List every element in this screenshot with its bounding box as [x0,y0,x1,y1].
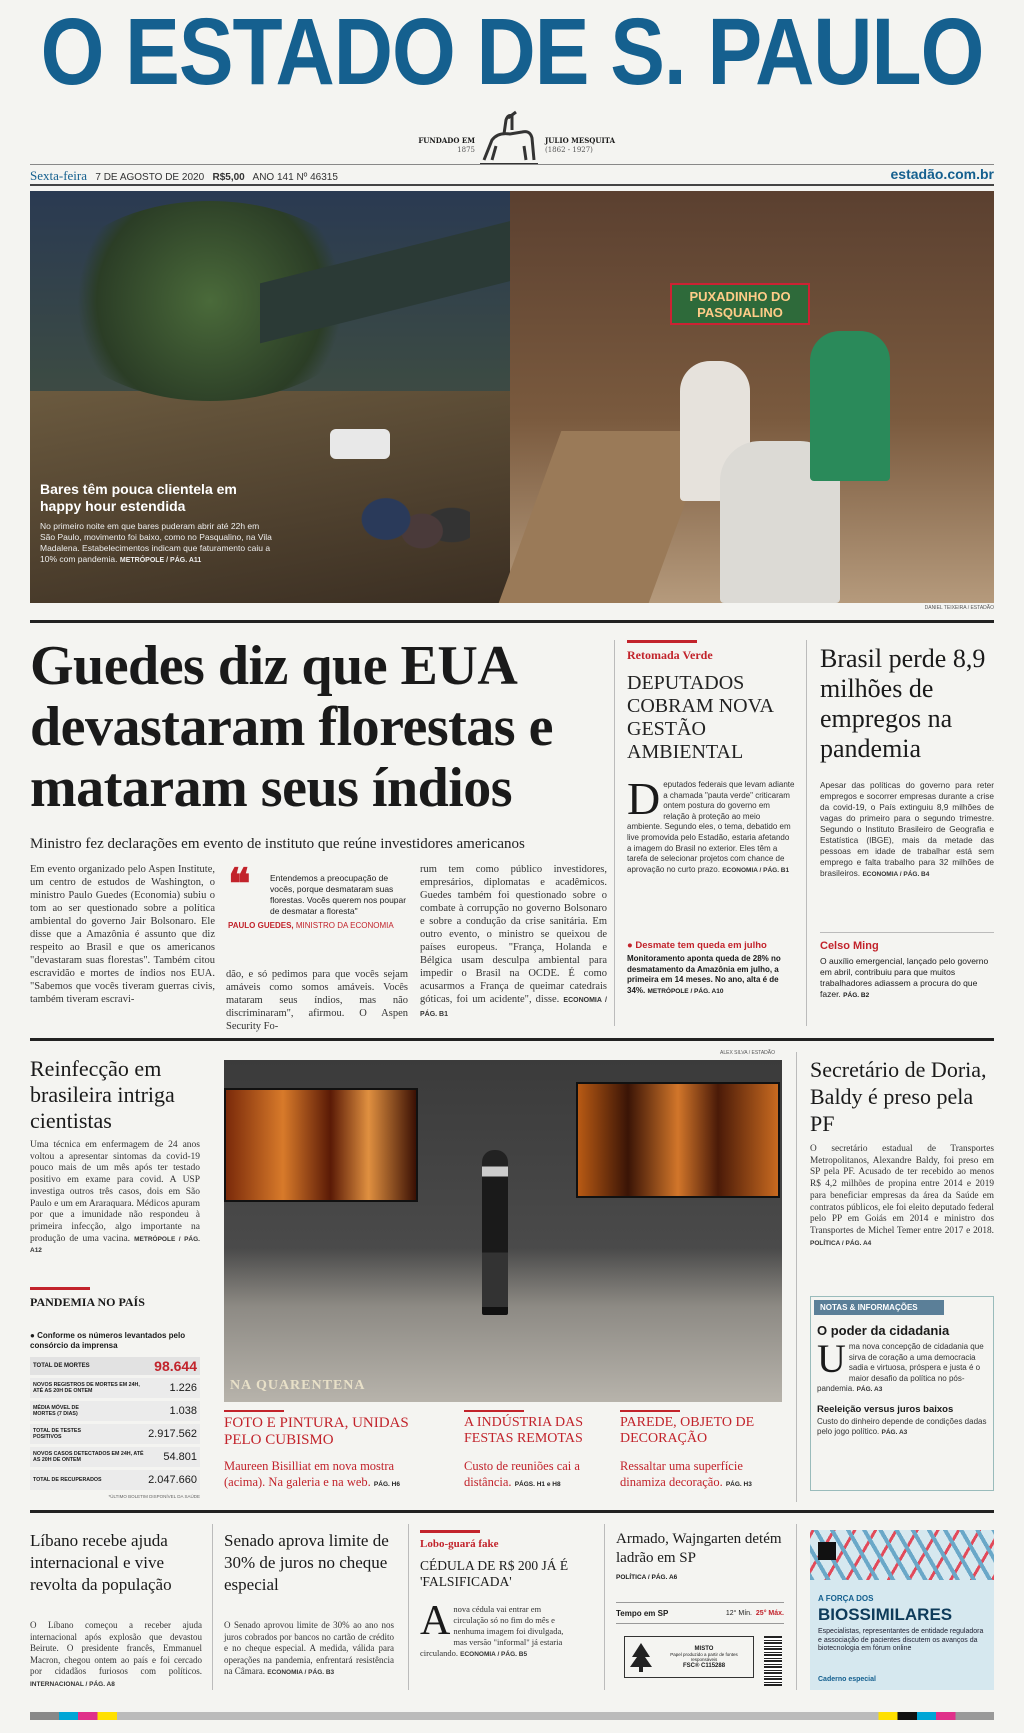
feature-body-2-text: Custo de reuniões cai a distância. [464,1459,580,1489]
verde-ref[interactable]: ECONOMIA / PÁG. B1 [722,866,790,874]
reinfeccao-headline: Reinfecção em brasileira intriga cientistas [30,1056,175,1133]
empregos-ref[interactable]: ECONOMIA / PÁG. B4 [862,871,930,878]
desmate-box [627,940,797,997]
exhibit-photo [224,1060,782,1402]
reinfeccao-body-text: Uma técnica em enfermagem de 24 anos voltou a apresentar sintomas da covid-19 pouco mais de um mês após ter testado positivo em exame para covid. A USP investiga outros três casos, dois em São Paulo e um em Araraquara. Médicos apuram por que a imunidade não respondeu à primeira infecção, algo importante na produção de uma vacina. [30,1140,200,1244]
desmate-title: ● Desmate tem queda em julho [627,940,767,951]
feature-body-3-text: Ressaltar uma superfície dinamiza decoração. [620,1459,743,1489]
lead-col-3 [420,863,607,1021]
empregos-body-text: Apesar das políticas do governo para reter empregos e socorrer empresas durante a crise da covid-19, o País extinguiu 8,9 milhões de vagas do primeiro para o segundo trimestre. Segundo o Instituto Brasileiro de Geografia e Estatística (IBGE), mais da metade das pessoas em idade de trabalhar está sem emprego e falta trabalho para 32 milhões de brasileiros. [820,780,994,878]
pandemia-note: ● Conforme os números levantados pelo consórcio da imprensa [30,1331,186,1350]
weather-min: 12° Mín. [725,1609,753,1617]
baldy-ref[interactable]: POLÍTICA / PÁG. A4 [810,1239,872,1247]
hero-car [330,429,390,459]
quote-text: Entendemos a preocupação de vocês, porque desmataram suas florestas. Vocês querem nos poupar de desmatar a floresta" [270,873,407,916]
wajngarten-ref[interactable]: POLÍTICA / PÁG. A6 [616,1574,678,1581]
cedula-ref[interactable]: ECONOMIA / PÁG. B5 [460,1651,528,1658]
columnist-name: Celso Ming [820,940,879,952]
exhibit-label: NA QUARENTENA [230,1378,366,1393]
dateline-edition: ANO 141 Nº 46315 [252,172,338,183]
empregos-headline: Brasil perde 8,9 milhões de empregos na pandemia [820,644,986,763]
wajngarten-headline: Armado, Wajngarten detém ladrão em SP [616,1531,782,1566]
pandemia-row [30,1378,200,1398]
ad-line2: BIOSSIMILARES [818,1605,953,1624]
reinfeccao-ref[interactable]: METRÓPOLE / PÁG. A12 [30,1235,200,1255]
notas-dropcap: U [817,1336,846,1381]
verde-body-text: eputados federais que levam adiante a chamada "pauta verde" criticaram ontem postura do governo em relação à proteção ao meio ambiente. Segundo eles, o tema, debatido em live promovida pelo Estadão, estaria afetando a imagem do Brasil no exterior. Eles têm a tarefa de selecionar projetos com chance de aprovação no curto prazo. [627,780,795,874]
verde-story [627,773,795,876]
site-link[interactable]: estadão.com.br [890,166,994,182]
notas-sub-title: Reeleição versus juros baixos [817,1403,954,1415]
columnist-body [820,956,994,1001]
columnist-ref[interactable]: PÁG. B2 [843,992,870,999]
pandemia-row [30,1447,200,1467]
exhibit-visitor [482,1150,508,1315]
founded-year: 1875 [457,146,475,154]
lead-headline: Guedes diz que EUA devastaram florestas e mataram seus índios [30,635,553,819]
hero-title: Bares têm pouca clientela em happy hour estendida [40,481,237,514]
pandemia-row-value: 1.226 [169,1382,197,1394]
baldy-body-text: O secretário estadual de Transportes Metropolitanos, Alexandre Baldy, foi preso em SP pela PF. Acusado de ter recebido ao menos R$ 4,2 milhões de propina entre 2014 e 2019 para beneficiar empresas da área da Saúde em contratos públicos, ele foi eleito deputado federal pelo PP em Goiás em 2014 e ministro dos Transportes de Michel Temer entre 2017 e 2018. [810,1144,994,1236]
feature-ref-2[interactable]: PÁGS. H1 e H8 [514,1481,561,1488]
feature-ref-3[interactable]: PÁG. H3 [725,1481,752,1488]
dateline-price: R$5,00 [212,172,245,183]
feature-headline-1: FOTO E PINTURA, UNIDAS PELO CUBISMO [224,1415,409,1448]
weather-temps [726,1610,784,1617]
pandemia-row [30,1357,200,1375]
cedula-bar [420,1530,480,1533]
hero-sign: PUXADINHO DO PASQUALINO [670,283,810,325]
feature-headline-2: A INDÚSTRIA DAS FESTAS REMOTAS [464,1415,584,1446]
quote-box [228,862,408,930]
pandemia-row-value: 2.917.562 [148,1428,197,1440]
fsc-sub: Papel produzido a partir de fontes responsáveis [670,1651,738,1662]
libano-body-text: O Líbano começou a receber ajuda internacional após explosão que devastou Beirute. O presidente francês, Emmanuel Macron, chegou ontem ao país e foi cercado por cidadãos furiosos com políticos. [30,1620,202,1676]
hero-photo [30,191,994,603]
biossimilares-ad[interactable] [810,1530,994,1690]
feature-body-2 [464,1458,614,1493]
desmate-body-text: Monitoramento aponta queda de 28% no desmatamento da Amazônia em julho, a primeira em 14 meses. No ano, alta é de 34%. [627,954,781,995]
verde-headline: DEPUTADOS COBRAM NOVA GESTÃO AMBIENTAL [627,672,773,763]
lead-subhead: Ministro fez declarações em evento de instituto que reúne investidores americanos [30,836,525,852]
barcode [764,1636,782,1686]
painting-right [578,1084,778,1196]
verde-kicker-bar [627,640,697,643]
feature-body-1 [224,1458,429,1493]
ad-line1: A FORÇA DOS [818,1594,874,1603]
dateline-weekday: Sexta-feira [30,168,88,183]
hero-credit: DANIEL TEIXEIRA / ESTADÃO [924,605,994,611]
quote-mark-icon: ❝ [228,862,251,908]
pandemia-row [30,1470,200,1490]
feature-ref-1[interactable]: PÁG. H6 [373,1481,400,1488]
exhibit-credit: ALEX SILVA / ESTADÃO [720,1050,776,1056]
quote-author: PAULO GUEDES, [228,921,294,930]
cedula-headline: CÉDULA DE R$ 200 JÁ É 'FALSIFICADA' [420,1558,569,1589]
registration-bar [30,1712,994,1720]
cedula-story [420,1598,568,1660]
pandemia-row [30,1424,200,1444]
pandemia-row-label: NOVOS REGISTROS DE MORTES EM 24H, ATÉ AS 20H DE ONTEM [33,1381,140,1394]
desmate-body [627,954,797,997]
pandemia-row-label: TOTAL DE MORTES [33,1363,90,1369]
hero-pedestrians [350,471,470,591]
baldy-body [810,1144,994,1249]
pandemia-row-value: 1.038 [169,1405,197,1417]
hero-ref[interactable]: METRÓPOLE / PÁG. A11 [119,557,202,564]
senado-headline: Senado aprova limite de 30% de juros no cheque especial [224,1531,389,1594]
fsc-tree-icon [628,1641,654,1673]
pandemia-row-label: NOVOS CASOS DETECTADOS EM 24H, ATÉ AS 20H DE ONTEM [33,1450,144,1463]
pandemia-row-label: TOTAL DE RECUPERADOS [33,1476,102,1483]
senado-body [224,1620,394,1679]
ad-body: Especialistas, representantes de entidade reguladora e associação de pacientes discutem os avanços da biotecnologia em fórum online [818,1628,984,1653]
empregos-body [820,780,994,880]
quote-attribution [228,921,408,930]
cedula-kicker: Lobo-guará fake [420,1538,499,1550]
lead-col-1: Em evento organizado pelo Aspen Institute, um centro de estudos de Washington, o ministro Paulo Guedes (Economia) subiu o tom ao ser questionado sobre a política ambiental do governo Jair Bolsonaro. Ele disse que a Amazônia é assunto que diz respeito ao Brasil e que os americanos "devastaram suas florestas". Também citou escravidão e mortes de índios nos EUA. "Sabemos que vocês tiveram guerras civis, também tiveram escravi- [30,864,215,1005]
pandemia-row-label: TOTAL DE TESTES POSITIVOS [33,1427,81,1440]
notas-sub-ref[interactable]: PÁG. A3 [881,1428,908,1436]
hero-caption [40,521,272,566]
pandemia-row-value: 2.047.660 [148,1474,197,1486]
feature-body-3 [620,1458,785,1493]
pandemia-row-label: MÉDIA MÓVEL DE MORTES (7 DIAS) [33,1404,79,1417]
libano-ref[interactable]: INTERNACIONAL / PÁG. A8 [30,1680,115,1688]
dateline [30,168,338,184]
notas-box [810,1296,994,1491]
ad-logo [818,1542,836,1560]
pandemia-note-text: Conforme os números levantados pelo consórcio da imprensa [30,1331,186,1350]
pandemia-title: PANDEMIA NO PAÍS [30,1295,145,1309]
feature-body-1-text: Maureen Bisilliat em nova mostra (acima). Na galeria e na web. [224,1459,395,1489]
columnist-body-text: O auxílio emergencial, lançado pelo governo em abril, contribuiu para que muitos trabalhadores adiassem a procura do que fazer. [820,956,989,999]
fsc-box [624,1636,754,1678]
desmate-title-text: Desmate tem queda em julho [635,940,767,951]
fsc-code: FSC® C115288 [682,1662,726,1669]
hero-caption-text: No primeiro noite em que bares puderam abrir até 22h em São Paulo, movimento foi baixo, como no Pasqualino, na Vila Madalena. Estabelecimentos indicam que faturamento caiu a 10% com pandemia. [40,521,272,564]
verde-kicker: Retomada Verde [627,648,713,662]
cedula-dropcap: A [420,1598,451,1644]
feature-bar-2 [464,1410,524,1412]
celso-divider [820,932,994,933]
ad-section: Caderno especial [818,1676,876,1683]
lead-col-3-text: rum tem como público investidores, empresários, diplomatas e acadêmicos. Guedes também foi questionado sobre o combate à corrupção no governo Bolsonaro e sobre a condução da crise sanitária. Em outro evento, o ministro se queixou de países europeus. "França, Holanda e Bélgica usam desculpa ambiental para impedir o Brasil na OCDE. É como acusarmos a França de queimar catedrais góticas, foi um acidente", disse. [420,864,607,1005]
founder-years: (1862 - 1927) [545,146,593,154]
fsc-text: MISTO [694,1645,714,1652]
lead-ref[interactable]: ECONOMIA / PÁG. B1 [420,997,607,1018]
pandemia-row-value: 54.801 [163,1451,197,1463]
baldy-headline: Secretário de Doria, Baldy é preso pela PF [810,1057,987,1136]
lead-col-2: dão, e só pedimos para que vocês sejam amáveis como somos amáveis. Vocês mataram seus índios, mas não discriminaram", afirmou. O Aspen Security Fo- [226,969,408,1032]
notas-title: O poder da cidadania [817,1323,950,1338]
notas-ref[interactable]: PÁG. A3 [856,1386,883,1393]
notas-body-text: ma nova concepção de cidadania que sirva de coração a uma democracia sadia e virtuosa, próspera e justa é o maior desafio da política no pós-pandemia. [817,1342,984,1393]
notas-label: NOTAS & INFORMAÇÕES [814,1300,944,1315]
founder-name: JULIO MESQUITA [545,136,616,145]
pandemia-table [30,1357,200,1499]
painting-left [226,1090,416,1200]
weather-box [616,1602,784,1624]
weather-max: 25° Máx. [755,1609,784,1617]
cedula-body-text: nova cédula vai entrar em circulação só no fim do mês e nenhuma imagem foi divulgada, mas versão "informal" já estaria circulando. [420,1604,564,1658]
libano-body [30,1620,202,1690]
verde-dropcap: D [627,773,661,824]
pandemia-row [30,1401,200,1421]
horseman-logo-icon [478,110,540,168]
notas-story [817,1336,987,1396]
masthead-title: O ESTADO DE S. PAULO [40,0,984,105]
libano-headline: Líbano recebe ajuda internacional e vive revolta da população [30,1531,172,1594]
feature-headline-3: PAREDE, OBJETO DE DECORAÇÃO [620,1415,755,1446]
senado-ref[interactable]: ECONOMIA / PÁG. B3 [267,1669,335,1676]
senado-body-text: O Senado aprovou limite de 30% ao ano nos juros cobrados por bancos no cartão de crédito e no cheque especial. A medida, válida para operações na pandemia, enfrentará resistência na Câmara. [224,1620,394,1676]
quote-role: MINISTRO DA ECONOMIA [295,921,394,930]
weather-label: Tempo em SP [616,1608,669,1618]
hero-waiter [810,331,890,481]
notas-sub-body [817,1417,987,1438]
feature-bar-3 [620,1410,680,1412]
feature-bar-1 [224,1410,284,1412]
desmate-ref[interactable]: METRÓPOLE / PÁG. A10 [647,987,724,995]
pandemia-row-value: 98.644 [154,1358,197,1374]
founded-label: FUNDADO EM [418,136,475,145]
pandemia-bar [30,1287,90,1290]
pandemia-source: *ÚLTIMO BOLETIM DISPONÍVEL DA SAÚDE [108,1494,200,1499]
reinfeccao-body [30,1140,200,1257]
notas-sub-body-text: Custo do dinheiro depende de condições dadas pelo jogo político. [817,1416,987,1436]
dateline-date: 7 DE AGOSTO DE 2020 [95,172,205,183]
ad-dna-pattern [810,1530,994,1580]
